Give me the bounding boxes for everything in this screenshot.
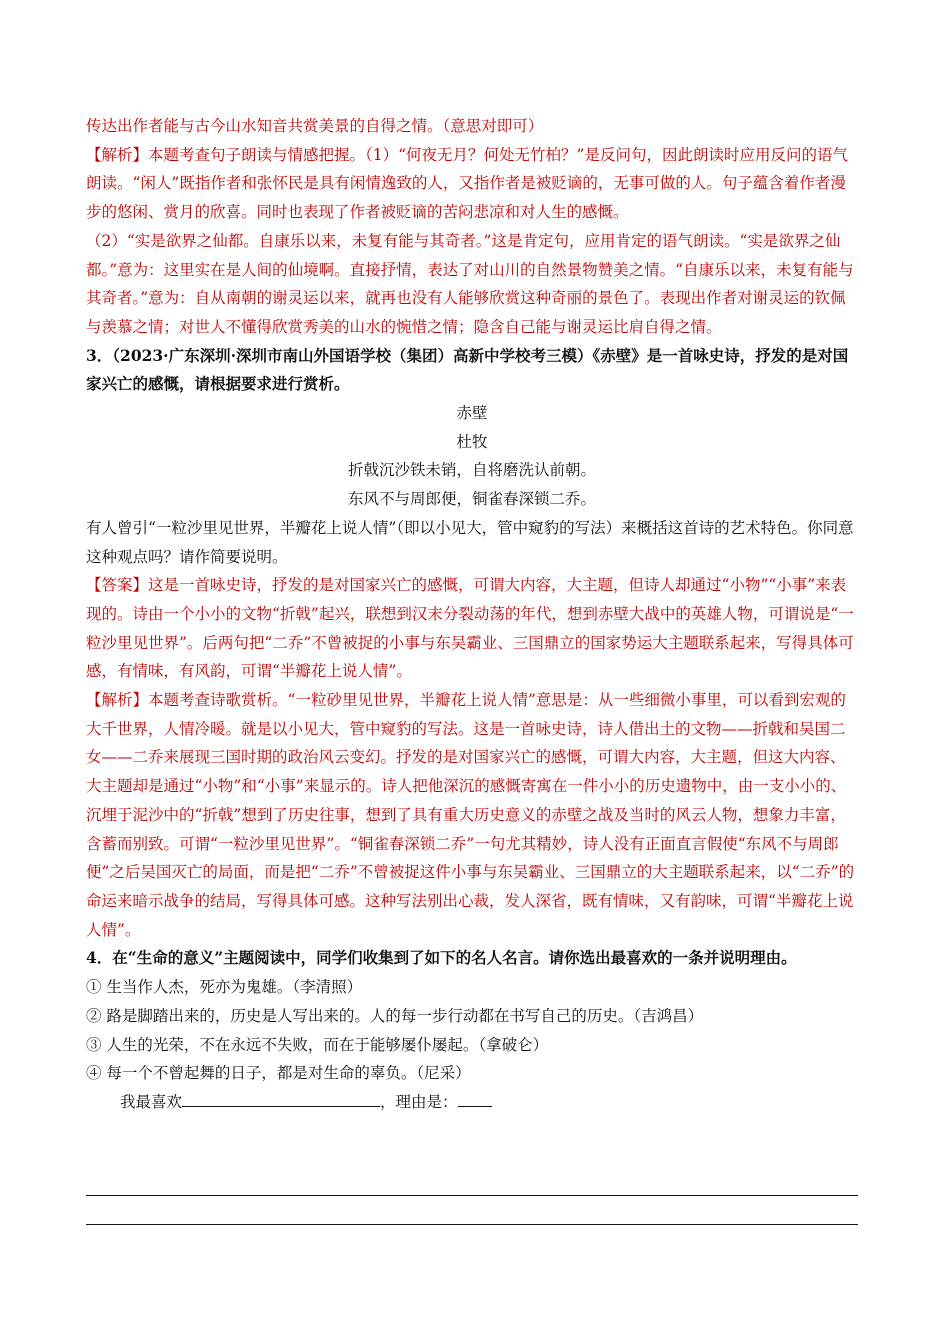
favorite-blank[interactable] xyxy=(182,1088,380,1107)
q2-analysis-1 xyxy=(86,141,858,227)
q4-option-3: ③ 人生的光荣，不在永远不失败，而在于能够屡仆屡起。（拿破仑） xyxy=(86,1035,549,1054)
q2-analysis-2: （2）“实是欲界之仙都。自康乐以来，未复有能与其奇者。”这是肯定句，应用肯定的语气朗读。“实是欲界之仙都。”意为：这里实在是人间的仙境啊。直接抒情，表达了对山川的自然景物赞美之情。“自康乐以来，未复有能与其奇者。”意为：自从南朝的谢灵运以来，就再也没有人能够欣赏这种奇丽的景色了。表现出作者对谢灵运的钦佩与羡慕之情；对世人不懂得欣赏秀美的山水的惋惜之情；隐含自己能与谢灵运比肩自得之情。 xyxy=(86,231,854,336)
document-page xyxy=(86,112,858,1117)
poem-author: 杜牧 xyxy=(456,432,488,451)
q4-fill-line xyxy=(86,1088,858,1117)
fill-prefix: 我最喜欢 xyxy=(120,1092,183,1111)
fill-middle: ，理由是： xyxy=(380,1092,458,1111)
answer-line-1[interactable] xyxy=(86,1195,858,1196)
q4-option-4: ④ 每一个不曾起舞的日子，都是对生命的辜负。（尼采） xyxy=(86,1064,471,1083)
q3-question: 3．（2023·广东深圳·深圳市南山外国语学校（集团）高新中学校考三模）《赤壁》是一首咏史诗，抒发的是对国家兴亡的感慨，请根据要求进行赏析。 xyxy=(86,345,849,394)
answer-tag: 【答案】 xyxy=(86,576,149,595)
q3-answer xyxy=(86,571,858,686)
q3-answer-text: 这是一首咏史诗，抒发的是对国家兴亡的感慨，可谓大内容，大主题，但诗人却通过“小物”“小事”来表现的。诗由一个小小的文物“折戟”起兴，联想到汉末分裂动荡的年代，想到赤壁大战中的英雄人物，可谓说是“一粒沙里见世界”。后两句把“二乔”不曾被捉的小事与东吴霸业、三国鼎立的国家势运大主题联系起来，写得具体可感，有情味，有风韵，可谓“半瓣花上说人情”。 xyxy=(86,576,854,681)
analysis-tag: 【解析】 xyxy=(86,145,149,164)
q4-question: 4．在“生命的意义”主题阅读中，同学们收集到了如下的名人名言。请你选出最喜欢的一条并说明理由。 xyxy=(86,948,797,968)
reason-blank[interactable] xyxy=(458,1088,492,1107)
poem-line-2: 东风不与周郎便，铜雀春深锁二乔。 xyxy=(347,490,596,509)
q4-option-2: ② 路是脚踏出来的，历史是人写出来的。人的每一步行动都在书写自己的历史。（吉鸿昌） xyxy=(86,1006,704,1025)
q3-analysis xyxy=(86,686,858,944)
answer-line-2[interactable] xyxy=(86,1224,858,1225)
q2-analysis-text-1: 本题考查句子朗读与情感把握。（1）“何夜无月？何处无竹柏？”是反问句，因此朗读时应用反问的语气朗读。“闲人”既指作者和张怀民是具有闲情逸致的人，又指作者是被贬谪的，无事可做的人。句子蕴含着作者漫步的悠闲、赏月的欣喜。同时也表现了作者被贬谪的苦闷悲凉和对人生的感慨。 xyxy=(86,145,848,222)
q3-analysis-text: 本题考查诗歌赏析。“一粒砂里见世界，半瓣花上说人情”意思是：从一些细微小事里，可以看到宏观的大千世界，人情冷暖。就是以小见大，管中窥豹的写法。这是一首咏史诗，诗人借出土的文物——折戟和吴国二女——二乔来展现三国时期的政治风云变幻。抒发的是对国家兴亡的感慨，可谓大内容，大主题，但这大内容、大主题却是通过“小物”和“小事”来显示的。诗人把他深沉的感慨寄寓在一件小小的历史遗物中，由一支小小的、沉埋于泥沙中的“折戟”想到了历史往事，想到了具有重大历史意义的赤壁之战及当时的风云人物，想象力丰富，含蓄而别致。可谓“一粒沙里见世界”。“铜雀春深锁二乔”一句尤其精妙，诗人没有正面直言假使“东风不与周郎便”之后吴国灭亡的局面，而是把“二乔”不曾被捉这件小事与东吴霸业、三国鼎立的大主题联系起来，以“二乔”的命运来暗示战争的结局，写得具体可感。这种写法别出心裁，发人深省，既有情味，又有韵味，可谓“半瓣花上说人情”。 xyxy=(86,691,855,939)
q4-option-1: ① 生当作人杰，死亦为鬼雄。（李清照） xyxy=(86,978,363,997)
poem-line-1: 折戟沉沙铁未销，自将磨洗认前朝。 xyxy=(347,461,596,480)
q2-answer-end: 传达出作者能与古今山水知音共赏美景的自得之情。（意思对即可） xyxy=(86,117,544,135)
poem-title: 赤壁 xyxy=(456,404,488,423)
analysis-tag: 【解析】 xyxy=(86,691,149,710)
q3-prompt: 有人曾引“一粒沙里见世界，半瓣花上说人情”（即以小见大，管中窥豹的写法）来概括这首诗的艺术特色。你同意这种观点吗？请作简要说明。 xyxy=(86,518,854,566)
